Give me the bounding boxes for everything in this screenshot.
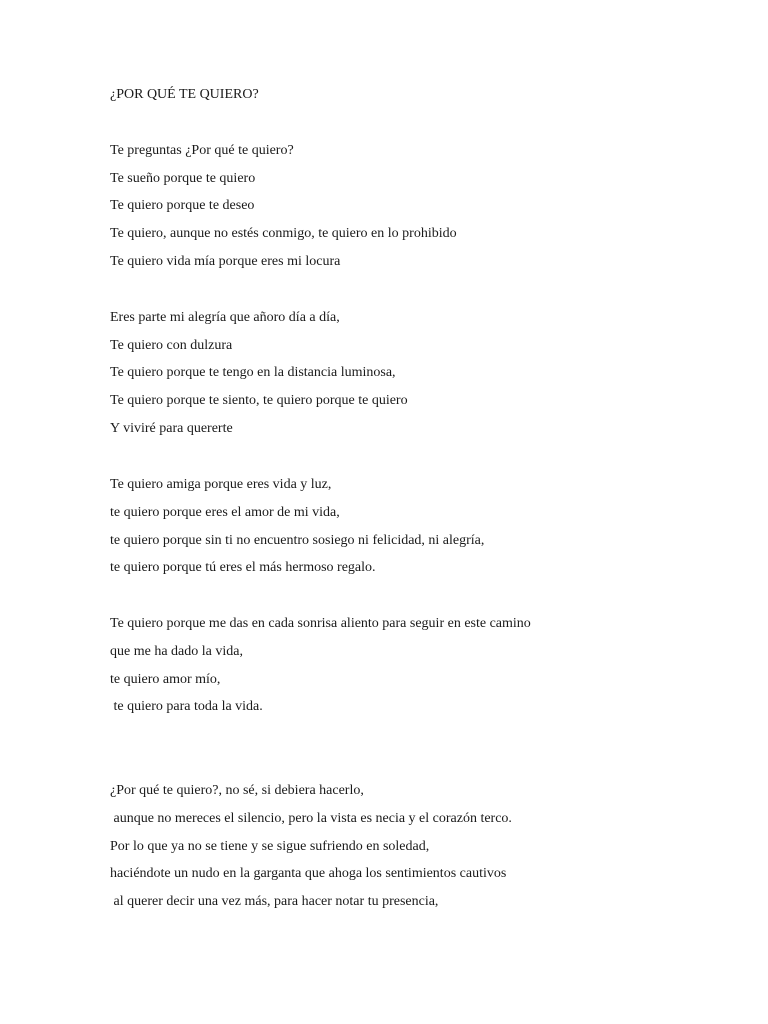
poem-line: te quiero porque tú eres el más hermoso regalo. bbox=[110, 560, 376, 575]
poem-line: te quiero amor mío, bbox=[110, 672, 221, 687]
poem-line: Te preguntas ¿Por qué te quiero? bbox=[110, 143, 294, 158]
poem-line: haciéndote un nudo en la garganta que ahoga los sentimientos cautivos bbox=[110, 866, 507, 881]
poem-line: Te sueño porque te quiero bbox=[110, 171, 256, 186]
poem-line: Te quiero amiga porque eres vida y luz, bbox=[110, 477, 332, 492]
poem-line: ¿Por qué te quiero?, no sé, si debiera hacerlo, bbox=[110, 783, 364, 798]
poem-line: Te quiero, aunque no estés conmigo, te quiero en lo prohibido bbox=[110, 226, 457, 241]
page-title: ¿POR QUÉ TE QUIERO? bbox=[110, 87, 259, 102]
poem-line: Te quiero con dulzura bbox=[110, 338, 233, 353]
poem-line: Te quiero porque te tengo en la distancia luminosa, bbox=[110, 365, 396, 380]
poem-line: Eres parte mi alegría que añoro día a día, bbox=[110, 310, 340, 325]
poem-line: te quiero porque eres el amor de mi vida, bbox=[110, 505, 340, 520]
poem-line: te quiero para toda la vida. bbox=[110, 699, 263, 714]
poem-line: al querer decir una vez más, para hacer notar tu presencia, bbox=[110, 894, 439, 909]
poem-line: te quiero porque sin ti no encuentro sosiego ni felicidad, ni alegría, bbox=[110, 533, 485, 548]
poem-line: Te quiero porque te siento, te quiero porque te quiero bbox=[110, 393, 408, 408]
poem-line: aunque no mereces el silencio, pero la vista es necia y el corazón terco. bbox=[110, 811, 512, 826]
poem-line: Te quiero porque te deseo bbox=[110, 198, 255, 213]
poem-line: que me ha dado la vida, bbox=[110, 644, 243, 659]
poem-line: Y viviré para quererte bbox=[110, 421, 233, 436]
poem-line: Te quiero vida mía porque eres mi locura bbox=[110, 254, 341, 269]
poem-line: Te quiero porque me das en cada sonrisa aliento para seguir en este camino bbox=[110, 616, 531, 631]
poem-line: Por lo que ya no se tiene y se sigue sufriendo en soledad, bbox=[110, 839, 430, 854]
